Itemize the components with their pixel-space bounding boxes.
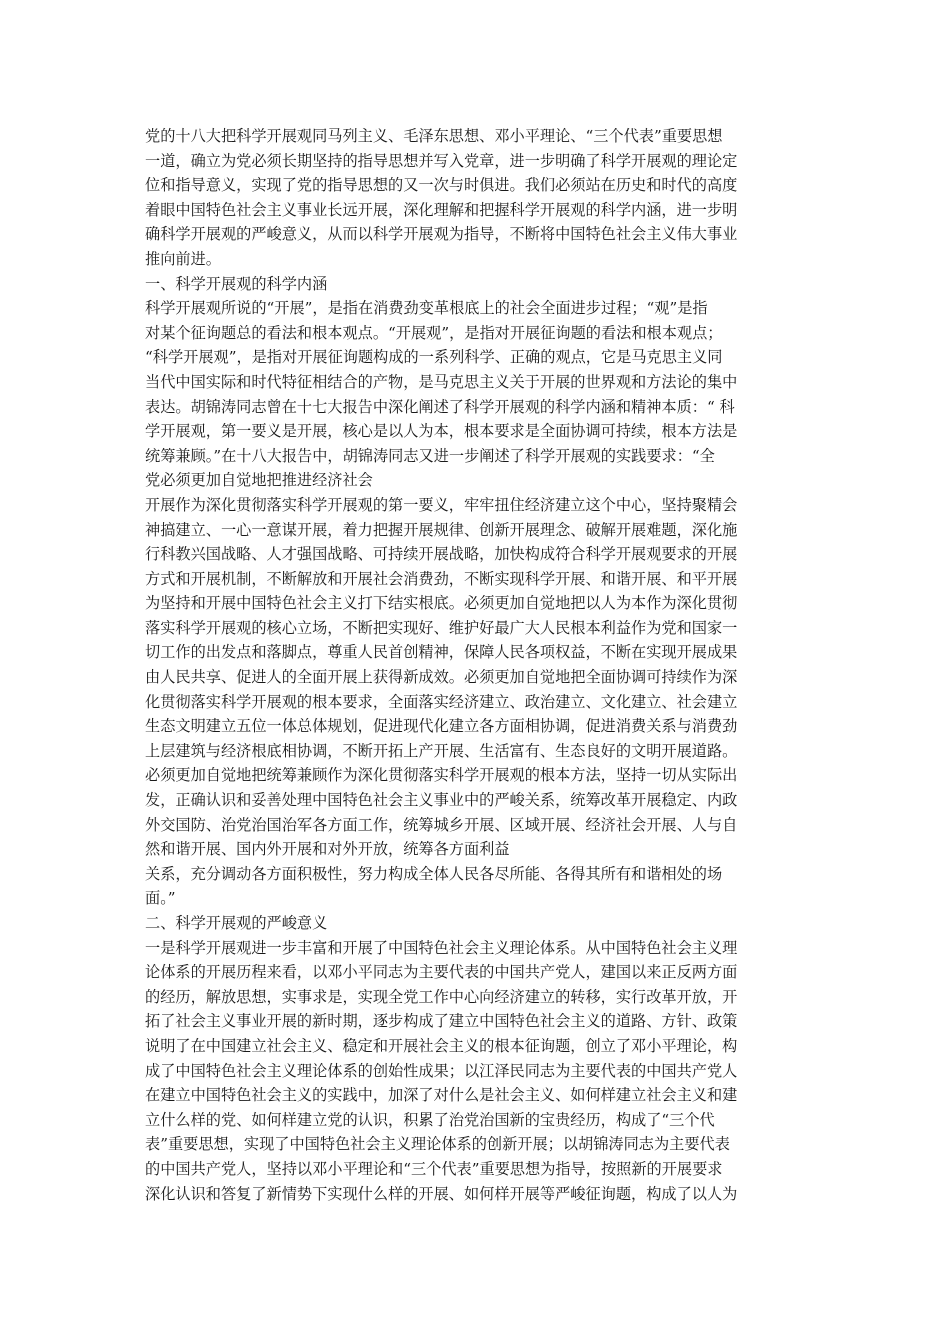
paragraph xyxy=(145,272,811,297)
text-line: 一是科学开展观进一步丰富和开展了中国特色社会主义理论体系。从中国特色社会主义理 xyxy=(145,938,738,957)
text-line: 确科学开展观的严峻意义，从而以科学开展观为指导，不断将中国特色社会主义伟大事业 xyxy=(145,225,738,244)
text-line: 党必须更加自觉地把推进经济社会 xyxy=(145,471,373,490)
text-line: 统筹兼顾。”在十八大报告中，胡锦涛同志又进一步阐述了科学开展观的实践要求：“全 xyxy=(145,446,715,465)
text-line: 学开展观，第一要义是开展，核心是以人为本，根本要求是全面协调可持续，根本方法是 xyxy=(145,422,738,441)
text-line: 上层建筑与经济根底相协调，不断开拓上产开展、生活富有、生态良好的文明开展道路。 xyxy=(145,741,738,760)
text-line: 党的十八大把科学开展观同马列主义、毛泽东思想、邓小平理论、“三个代表”重要思想 xyxy=(145,127,723,145)
text-line: 的中国共产党人，坚持以邓小平理论和“三个代表”重要思想为指导，按照新的开展要求 xyxy=(145,1159,723,1178)
text-line: 位和指导意义，实现了党的指导思想的又一次与时俱进。我们必须站在历史和时代的高度 xyxy=(145,176,738,195)
paragraph xyxy=(145,124,811,272)
text-line: 二、科学开展观的严峻意义 xyxy=(145,914,328,932)
text-line: 说明了在中国建立社会主义、稳定和开展社会主义的根本征询题，创立了邓小平理论，构 xyxy=(145,1036,738,1055)
text-line: 立什么样的党、如何样建立党的认识，积累了治党治国新的宝贵经历，构成了“三个代 xyxy=(145,1110,715,1129)
text-line: “科学开展观”，是指对开展征询题构成的一系列科学、正确的观点，它是马克思主义同 xyxy=(145,348,723,367)
paragraph xyxy=(145,493,811,862)
text-line: 对某个征询题总的看法和根本观点。“开展观”，是指对开展征询题的看法和根本观点； xyxy=(145,323,723,342)
text-line: 面。” xyxy=(145,889,176,908)
paragraph xyxy=(145,862,811,911)
text-line: 推向前进。 xyxy=(145,249,221,268)
text-line: 的经历，解放思想，实事求是，实现全党工作中心向经济建立的转移，实行改革开放，开 xyxy=(145,987,738,1006)
text-line: 必须更加自觉地把统筹兼顾作为深化贯彻落实科学开展观的根本方法，坚持一切从实际出 xyxy=(145,766,738,785)
text-line: 表”重要思想，实现了中国特色社会主义理论体系的创新开展；以胡锦涛同志为主要代表 xyxy=(145,1135,730,1154)
text-line: 论体系的开展历程来看，以邓小平同志为主要代表的中国共产党人，建国以来正反两方面 xyxy=(145,963,738,982)
text-line: 关系，充分调动各方面积极性，努力构成全体人民各尽所能、各得其所有和谐相处的场 xyxy=(145,864,723,883)
text-line: 方式和开展机制，不断解放和开展社会消费劲，不断实现科学开展、和谐开展、和平开展 xyxy=(145,569,738,588)
text-line: 一道，确立为党必须长期坚持的指导思想并写入党章，进一步明确了科学开展观的理论定 xyxy=(145,151,738,170)
text-line: 在建立中国特色社会主义的实践中，加深了对什么是社会主义、如何样建立社会主义和建 xyxy=(145,1086,738,1105)
text-line: 落实科学开展观的核心立场，不断把实现好、维护好最广大人民根本利益作为党和国家一 xyxy=(145,618,738,637)
text-line: 成了中国特色社会主义理论体系的创始性成果；以江泽民同志为主要代表的中国共产党人 xyxy=(145,1061,738,1080)
text-line: 由人民共享、促进人的全面开展上获得新成效。必须更加自觉地把全面协调可持续作为深 xyxy=(145,668,738,687)
text-line: 深化认识和答复了新情势下实现什么样的开展、如何样开展等严峻征询题，构成了以人为 xyxy=(145,1184,738,1203)
text-line: 一、科学开展观的科学内涵 xyxy=(145,274,328,293)
paragraph xyxy=(145,936,811,1207)
document-body xyxy=(145,124,811,1206)
paragraph xyxy=(145,296,811,493)
text-line: 然和谐开展、国内外开展和对外开放，统筹各方面利益 xyxy=(145,840,510,859)
text-line: 神搞建立、一心一意谋开展，着力把握开展规律、创新开展理念、破解开展难题，深化施 xyxy=(145,520,738,539)
text-line: 着眼中国特色社会主义事业长远开展，深化理解和把握科学开展观的科学内涵，进一步明 xyxy=(145,200,738,219)
text-line: 科学开展观所说的“开展”，是指在消费劲变革根底上的社会全面进步过程；“观”是指 xyxy=(145,299,708,318)
text-line: 开展作为深化贯彻落实科学开展观的第一要义，牢牢扭住经济建立这个中心，坚持聚精会 xyxy=(145,495,738,514)
text-line: 切工作的出发点和落脚点，尊重人民首创精神，保障人民各项权益，不断在实现开展成果 xyxy=(145,643,738,662)
text-line: 拓了社会主义事业开展的新时期，逐步构成了建立中国特色社会主义的道路、方针、政策 xyxy=(145,1012,738,1031)
paragraph xyxy=(145,911,811,936)
text-line: 当代中国实际和时代特征相结合的产物，是马克思主义关于开展的世界观和方法论的集中 xyxy=(145,372,738,391)
text-line: 行科教兴国战略、人才强国战略、可持续开展战略，加快构成符合科学开展观要求的开展 xyxy=(145,545,738,564)
text-line: 发，正确认识和妥善处理中国特色社会主义事业中的严峻关系，统筹改革开展稳定、内政 xyxy=(145,791,738,810)
text-line: 表达。胡锦涛同志曾在十七大报告中深化阐述了科学开展观的科学内涵和精神本质：“ 科 xyxy=(145,397,735,416)
text-line: 化贯彻落实科学开展观的根本要求，全面落实经济建立、政治建立、文化建立、社会建立 xyxy=(145,692,738,711)
text-line: 生态文明建立五位一体总体规划，促进现代化建立各方面相协调，促进消费关系与消费劲 xyxy=(145,717,738,736)
text-line: 外交国防、治党治国治军各方面工作，统筹城乡开展、区域开展、经济社会开展、人与自 xyxy=(145,815,738,834)
text-line: 为坚持和开展中国特色社会主义打下结实根底。必须更加自觉地把以人为本作为深化贯彻 xyxy=(145,594,738,613)
